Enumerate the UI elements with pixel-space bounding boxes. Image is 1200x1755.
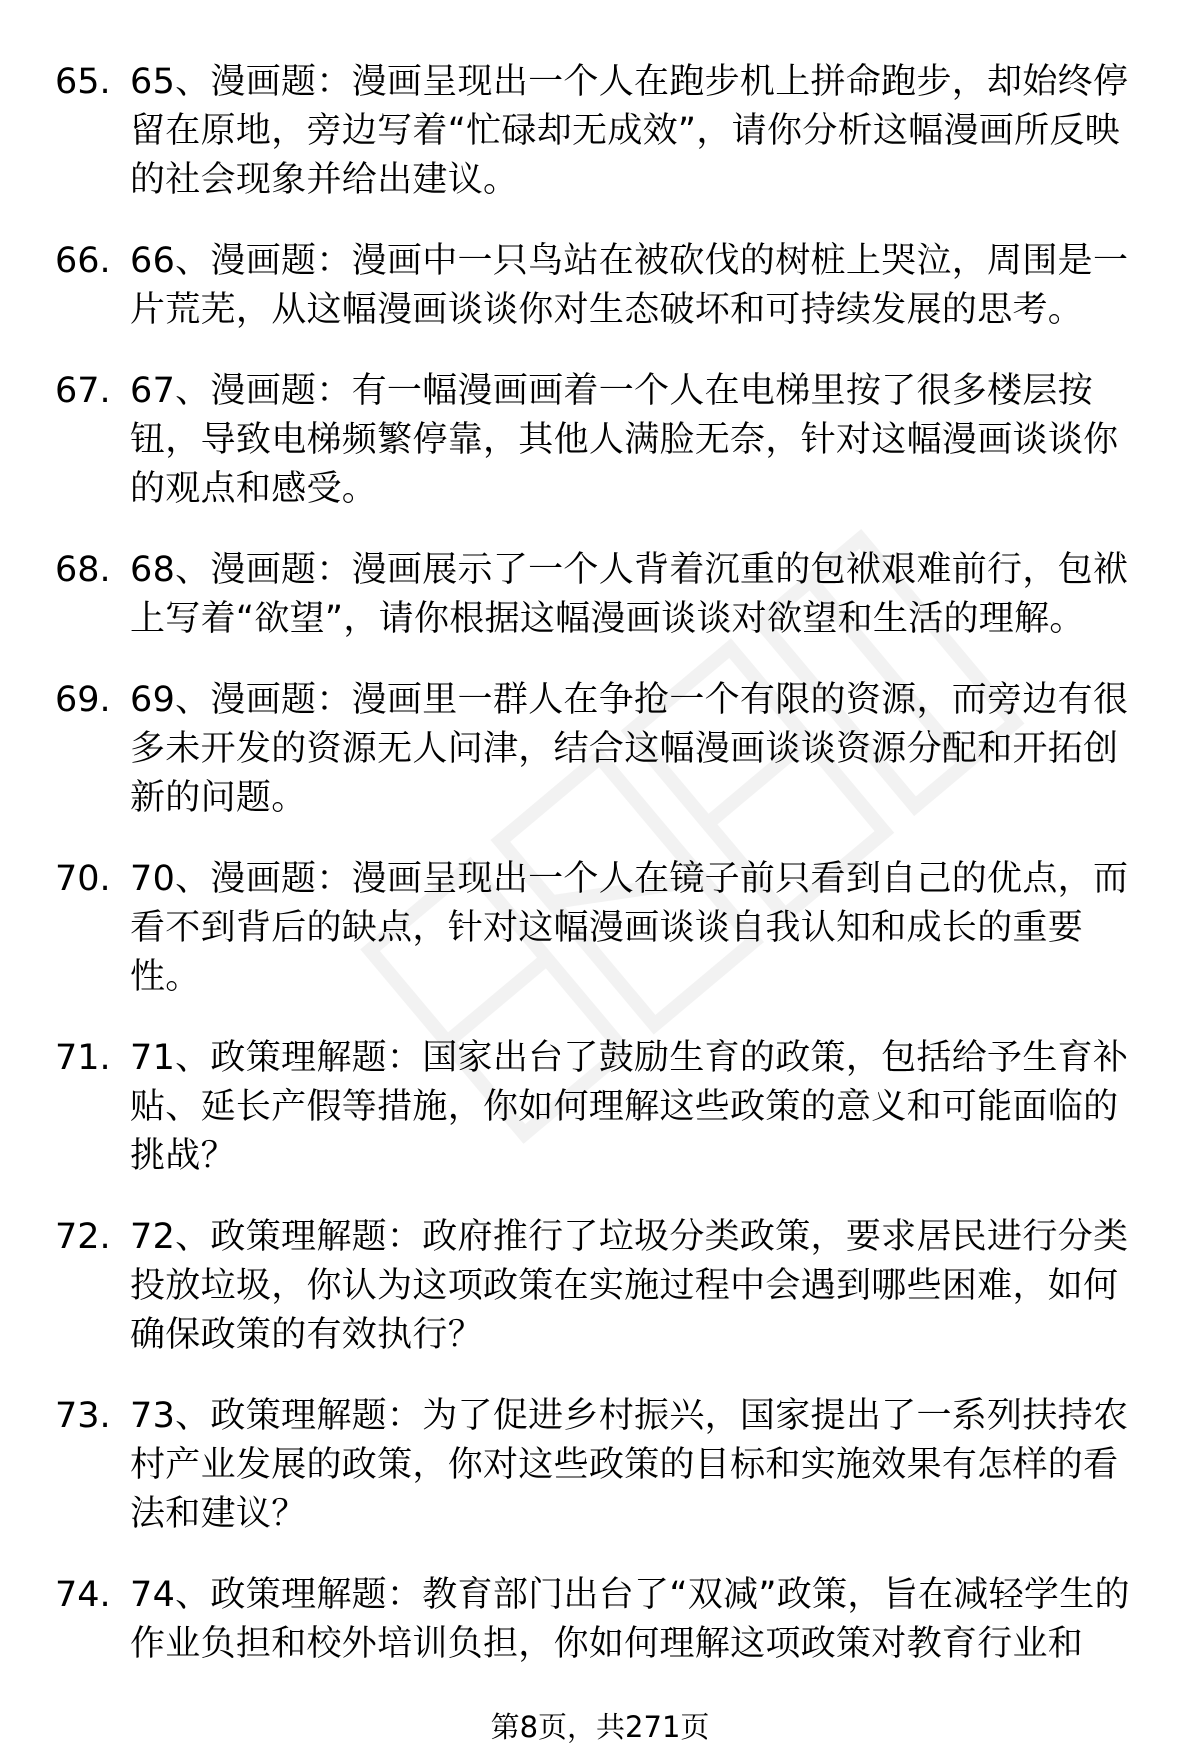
question-text: 72、政策理解题：政府推行了垃圾分类政策，要求居民进行分类投放垃圾，你认为这项政策在实施过程中会遇到哪些困难，如何确保政策的有效执行？ <box>130 1217 1129 1355</box>
question-text: 69、漫画题：漫画里一群人在争抢一个有限的资源，而旁边有很多未开发的资源无人问津，结合这幅漫画谈谈资源分配和开拓创新的问题。 <box>130 680 1129 818</box>
question-item <box>0 237 1200 335</box>
question-item <box>0 1571 1200 1669</box>
question-item <box>0 1392 1200 1539</box>
question-number: 73. <box>55 1396 111 1436</box>
question-text: 65、漫画题：漫画呈现出一个人在跑步机上拼命跑步，却始终停留在原地，旁边写着“忙碌却无成效”，请你分析这幅漫画所反映的社会现象并给出建议。 <box>130 62 1129 200</box>
question-text: 66、漫画题：漫画中一只鸟站在被砍伐的树桩上哭泣，周围是一片荒芜，从这幅漫画谈谈你对生态破坏和可持续发展的思考。 <box>130 241 1129 330</box>
question-item <box>0 367 1200 514</box>
question-number: 65. <box>55 62 111 102</box>
question-item <box>0 1213 1200 1360</box>
question-number: 72. <box>55 1217 111 1257</box>
question-item <box>0 1034 1200 1181</box>
question-text: 73、政策理解题：为了促进乡村振兴，国家提出了一系列扶持农村产业发展的政策，你对这些政策的目标和实施效果有怎样的看法和建议？ <box>130 1396 1129 1534</box>
question-item <box>0 676 1200 823</box>
question-text: 70、漫画题：漫画呈现出一个人在镜子前只看到自己的优点，而看不到背后的缺点，针对这幅漫画谈谈自我认知和成长的重要性。 <box>130 859 1129 997</box>
question-number: 66. <box>55 241 111 281</box>
question-item <box>0 546 1200 644</box>
question-item <box>0 58 1200 205</box>
question-text: 67、漫画题：有一幅漫画画着一个人在电梯里按了很多楼层按钮，导致电梯频繁停靠，其他人满脸无奈，针对这幅漫画谈谈你的观点和感受。 <box>130 371 1119 509</box>
question-number: 71. <box>55 1038 111 1078</box>
question-list <box>0 58 1200 1701</box>
question-number: 70. <box>55 859 111 899</box>
question-item <box>0 855 1200 1002</box>
question-number: 67. <box>55 371 111 411</box>
question-text: 71、政策理解题：国家出台了鼓励生育的政策，包括给予生育补贴、延长产假等措施，你如何理解这些政策的意义和可能面临的挑战？ <box>130 1038 1129 1176</box>
question-number: 74. <box>55 1575 111 1615</box>
question-number: 69. <box>55 680 111 720</box>
question-number: 68. <box>55 550 111 590</box>
page-number-footer: 第8页，共271页 <box>490 1710 710 1744</box>
question-text: 68、漫画题：漫画展示了一个人背着沉重的包袱艰难前行，包袱上写着“欲望”，请你根据这幅漫画谈谈对欲望和生活的理解。 <box>130 550 1129 639</box>
question-text: 74、政策理解题：教育部门出台了“双减”政策，旨在减轻学生的作业负担和校外培训负担，你如何理解这项政策对教育行业和 <box>130 1575 1130 1664</box>
